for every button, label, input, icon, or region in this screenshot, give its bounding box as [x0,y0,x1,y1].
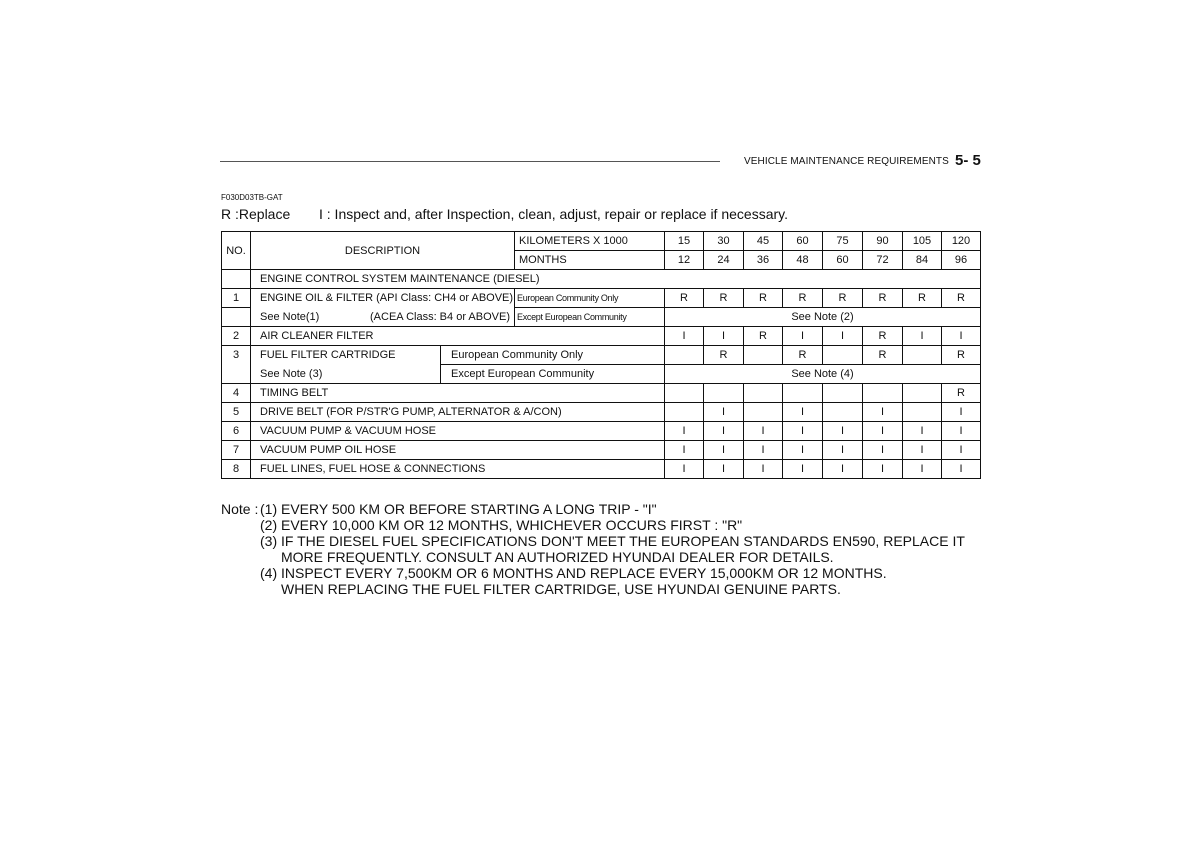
interval-cell: I [942,403,981,422]
legend [221,206,788,222]
table-row [222,308,981,327]
page-number: 5- 5 [955,152,981,169]
region-label: European Community Only [441,346,665,365]
note-item: (1) EVERY 500 KM OR BEFORE STARTING A LONG TRIP - "I" [260,501,657,517]
row-number: 4 [222,384,251,403]
interval-cell [744,384,783,403]
region-label: Except European Community [441,365,665,384]
note-reference: See Note (3) [251,365,441,384]
interval-cell: R [942,289,981,308]
interval-cell: I [903,460,942,479]
interval-cell [665,384,704,403]
interval-cell: I [783,327,823,346]
months-value: 48 [783,251,823,270]
row-description: DRIVE BELT (FOR P/STR'G PUMP, ALTERNATOR & A/CON) [251,403,665,422]
notes-prefix: Note : [221,501,259,517]
table-row [222,384,981,403]
months-value: 96 [942,251,981,270]
legend-inspect: I : Inspect and, after Inspection, clean, adjust, repair or replace if necessary. [319,206,788,222]
header-km: KILOMETERS X 1000 [515,232,665,251]
header-row-km [222,232,981,251]
interval-cell: I [942,460,981,479]
interval-cell: I [704,441,744,460]
note-item-continuation: WHEN REPLACING THE FUEL FILTER CARTRIDGE, USE HYUNDAI GENUINE PARTS. [281,581,841,597]
row-description: FUEL LINES, FUEL HOSE & CONNECTIONS [251,460,665,479]
interval-cell: R [863,327,903,346]
km-value: 30 [704,232,744,251]
section-heading: ENGINE CONTROL SYSTEM MAINTENANCE (DIESEL) [251,270,981,289]
months-value: 84 [903,251,942,270]
header-no: NO. [222,232,251,270]
interval-cell: I [863,441,903,460]
interval-cell: I [942,441,981,460]
km-value: 120 [942,232,981,251]
interval-cell: I [903,422,942,441]
header-months: MONTHS [515,251,665,270]
interval-cell: R [863,289,903,308]
section-title: VEHICLE MAINTENANCE REQUIREMENTS [744,156,949,167]
interval-cell: R [903,289,942,308]
interval-cell: I [942,327,981,346]
table-row [222,327,981,346]
table-row [222,403,981,422]
table-row [222,422,981,441]
row-description: TIMING BELT [251,384,665,403]
months-value: 72 [863,251,903,270]
months-value: 12 [665,251,704,270]
interval-cell: I [744,460,783,479]
row-number: 2 [222,327,251,346]
months-value: 24 [704,251,744,270]
interval-cell: I [863,460,903,479]
interval-cell [903,346,942,365]
header-description: DESCRIPTION [251,232,515,270]
note-item: (4) INSPECT EVERY 7,500KM OR 6 MONTHS AND REPLACE EVERY 15,000KM OR 12 MONTHS. [260,565,887,581]
interval-cell [863,384,903,403]
interval-cell: I [744,441,783,460]
interval-cell [823,346,863,365]
row-number: 5 [222,403,251,422]
row-description: FUEL FILTER CARTRIDGE [251,346,441,365]
interval-cell [704,384,744,403]
interval-cell: R [783,346,823,365]
section-row [222,270,981,289]
km-value: 15 [665,232,704,251]
interval-cell: R [665,289,704,308]
interval-cell: I [665,441,704,460]
table-row [222,441,981,460]
maintenance-schedule-table [221,231,981,479]
note-item-continuation: MORE FREQUENTLY. CONSULT AN AUTHORIZED HYUNDAI DEALER FOR DETAILS. [281,549,834,565]
row-description-sub [251,308,515,327]
interval-cell: I [704,460,744,479]
interval-cell: I [823,327,863,346]
document-code: F030D03TB-GAT [221,193,283,202]
acea-class: (ACEA Class: B4 or ABOVE) [370,310,510,323]
interval-cell: I [783,403,823,422]
interval-cell: I [704,327,744,346]
see-note-cell: See Note (4) [665,365,981,384]
interval-cell [744,403,783,422]
km-value: 90 [863,232,903,251]
interval-cell: I [665,327,704,346]
interval-cell: R [783,289,823,308]
header-rule [220,161,720,162]
see-note-cell: See Note (2) [665,308,981,327]
interval-cell: I [903,327,942,346]
interval-cell: I [903,441,942,460]
interval-cell: I [704,422,744,441]
table-row [222,365,981,384]
interval-cell: R [744,289,783,308]
row-description: VACUUM PUMP OIL HOSE [251,441,665,460]
interval-cell: R [704,346,744,365]
interval-cell [665,403,704,422]
legend-replace: R :Replace [221,206,291,222]
interval-cell: I [665,460,704,479]
interval-cell: I [783,460,823,479]
interval-cell: I [783,422,823,441]
interval-cell: I [863,422,903,441]
row-number: 7 [222,441,251,460]
km-value: 75 [823,232,863,251]
row-description: ENGINE OIL & FILTER (API Class: CH4 or ABOVE) [251,289,515,308]
interval-cell: R [823,289,863,308]
interval-cell: I [823,422,863,441]
row-number: 8 [222,460,251,479]
interval-cell: I [783,441,823,460]
km-value: 60 [783,232,823,251]
interval-cell: I [823,460,863,479]
interval-cell: I [665,422,704,441]
region-label: Except European Community [515,308,665,327]
row-description: VACUUM PUMP & VACUUM HOSE [251,422,665,441]
interval-cell: R [863,346,903,365]
note-item: (3) IF THE DIESEL FUEL SPECIFICATIONS DON'T MEET THE EUROPEAN STANDARDS EN590, REPLACE IT [260,533,965,549]
interval-cell: R [704,289,744,308]
interval-cell: I [744,422,783,441]
interval-cell: I [863,403,903,422]
interval-cell: I [704,403,744,422]
months-value: 36 [744,251,783,270]
interval-cell [903,403,942,422]
interval-cell: R [942,384,981,403]
table-row [222,460,981,479]
interval-cell: I [942,422,981,441]
interval-cell [823,403,863,422]
interval-cell: R [744,327,783,346]
interval-cell [665,346,704,365]
months-value: 60 [823,251,863,270]
region-label: European Community Only [515,289,665,308]
km-value: 105 [903,232,942,251]
interval-cell [744,346,783,365]
row-number: 1 [222,289,251,308]
table-row [222,346,981,365]
interval-cell [903,384,942,403]
km-value: 45 [744,232,783,251]
table-row [222,289,981,308]
interval-cell [783,384,823,403]
row-number: 6 [222,422,251,441]
interval-cell: I [823,441,863,460]
note-item: (2) EVERY 10,000 KM OR 12 MONTHS, WHICHEVER OCCURS FIRST : "R" [260,517,743,533]
row-number: 3 [222,346,251,365]
interval-cell [823,384,863,403]
note-reference: See Note(1) [260,310,320,323]
interval-cell: R [942,346,981,365]
row-description: AIR CLEANER FILTER [251,327,665,346]
